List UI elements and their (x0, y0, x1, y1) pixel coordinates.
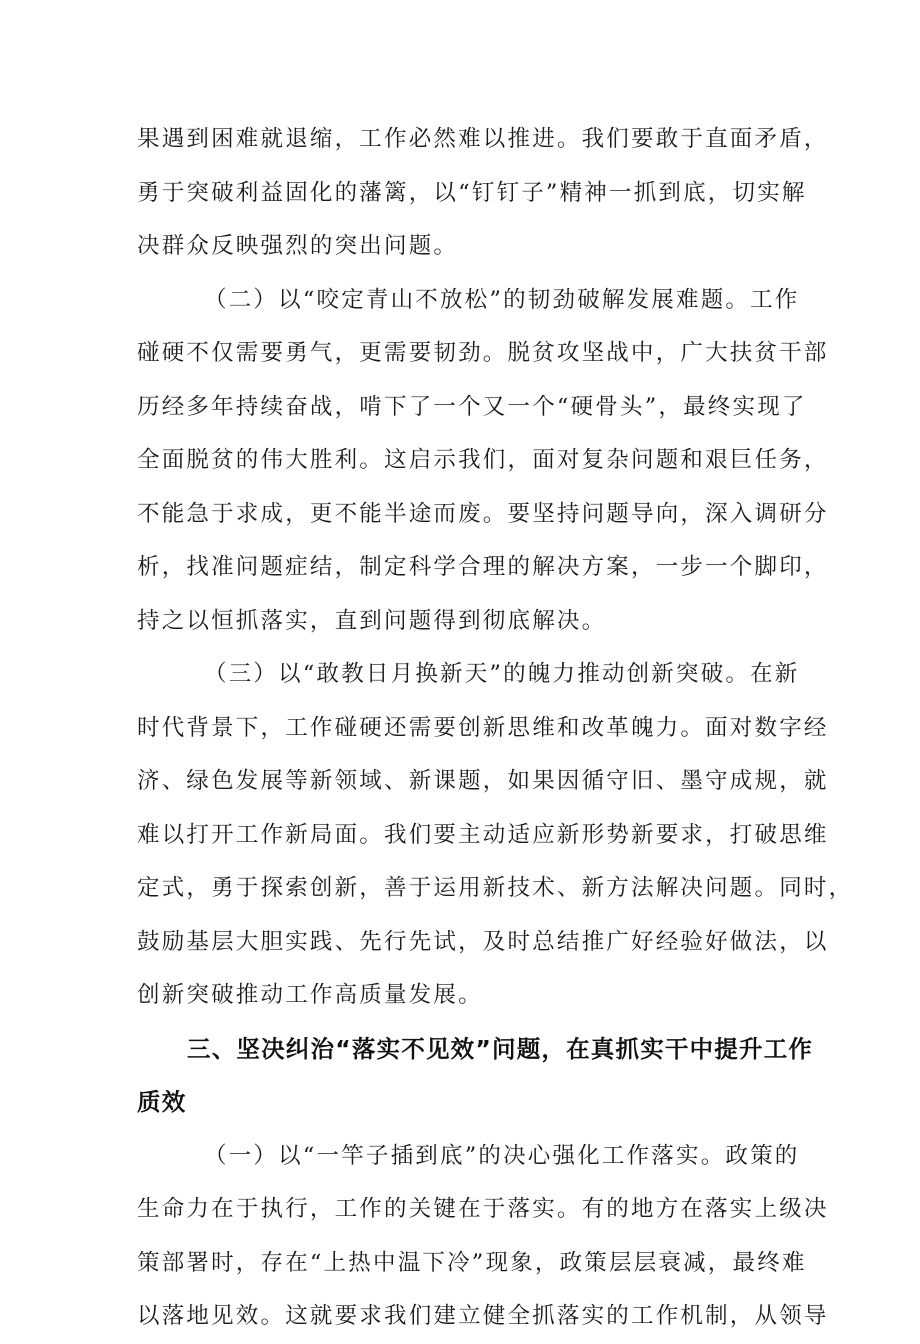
body-line: 以落地见效。这就要求我们建立健全抓落实的工作机制，从领导 (137, 1303, 829, 1329)
document-body (137, 113, 854, 1344)
body-line: 勇于突破利益固化的藩篱，以“钉钉子”精神一抓到底，切实解 (137, 179, 807, 206)
body-line: 持之以恒抓落实，直到问题得到彻底解决。 (137, 607, 607, 634)
section-heading: 质效 (137, 1088, 187, 1116)
paragraph-lead-line: （二）以“咬定青山不放松”的韧劲破解发展难题。工作 (204, 286, 800, 313)
body-line: 难以打开工作新局面。我们要主动适应新形势新要求，打破思维 (137, 821, 829, 848)
body-line: 碰硬不仅需要勇气，更需要韧劲。脱贫攻坚战中，广大扶贫干部 (137, 340, 829, 366)
body-line: 不能急于求成，更不能半途而废。要坚持问题导向，深入调研分 (137, 500, 829, 527)
body-line: 全面脱贫的伟大胜利。这启示我们，面对复杂问题和艰巨任务， (137, 447, 829, 473)
body-line: 创新突破推动工作高质量发展。 (137, 982, 483, 1008)
body-line: 策部署时，存在“上热中温下冷”现象，政策层层衰减，最终难 (137, 1249, 807, 1276)
body-line: 果遇到困难就退缩，工作必然难以推进。我们要敢于直面矛盾， (137, 126, 829, 152)
body-line: 济、绿色发展等新领域、新课题，如果因循守旧、墨守成规，就 (137, 768, 829, 794)
body-line: 定式，勇于探索创新，善于运用新技术、新方法解决问题。同时， (137, 875, 854, 901)
body-line: 生命力在于执行，工作的关键在于落实。有的地方在落实上级决 (137, 1196, 829, 1222)
body-line: 鼓励基层大胆实践、先行先试，及时总结推广好经验好做法，以 (137, 928, 829, 955)
body-line: 析，找准问题症结，制定科学合理的解决方案，一步一个脚印， (137, 554, 829, 580)
body-line: 决群众反映强烈的突出问题。 (137, 233, 459, 259)
paragraph-lead-line: （三）以“敢教日月换新天”的魄力推动创新突破。在新 (204, 661, 800, 687)
body-line: 时代背景下，工作碰硬还需要创新思维和改革魄力。面对数字经 (137, 714, 829, 741)
section-heading: 三、坚决纠治“落实不见效”问题，在真抓实干中提升工作 (187, 1034, 814, 1063)
body-line: 历经多年持续奋战，啃下了一个又一个“硬骨头”，最终实现了 (137, 393, 807, 420)
paragraph-lead-line: （一）以“一竿子插到底”的决心强化工作落实。政策的 (204, 1142, 800, 1169)
